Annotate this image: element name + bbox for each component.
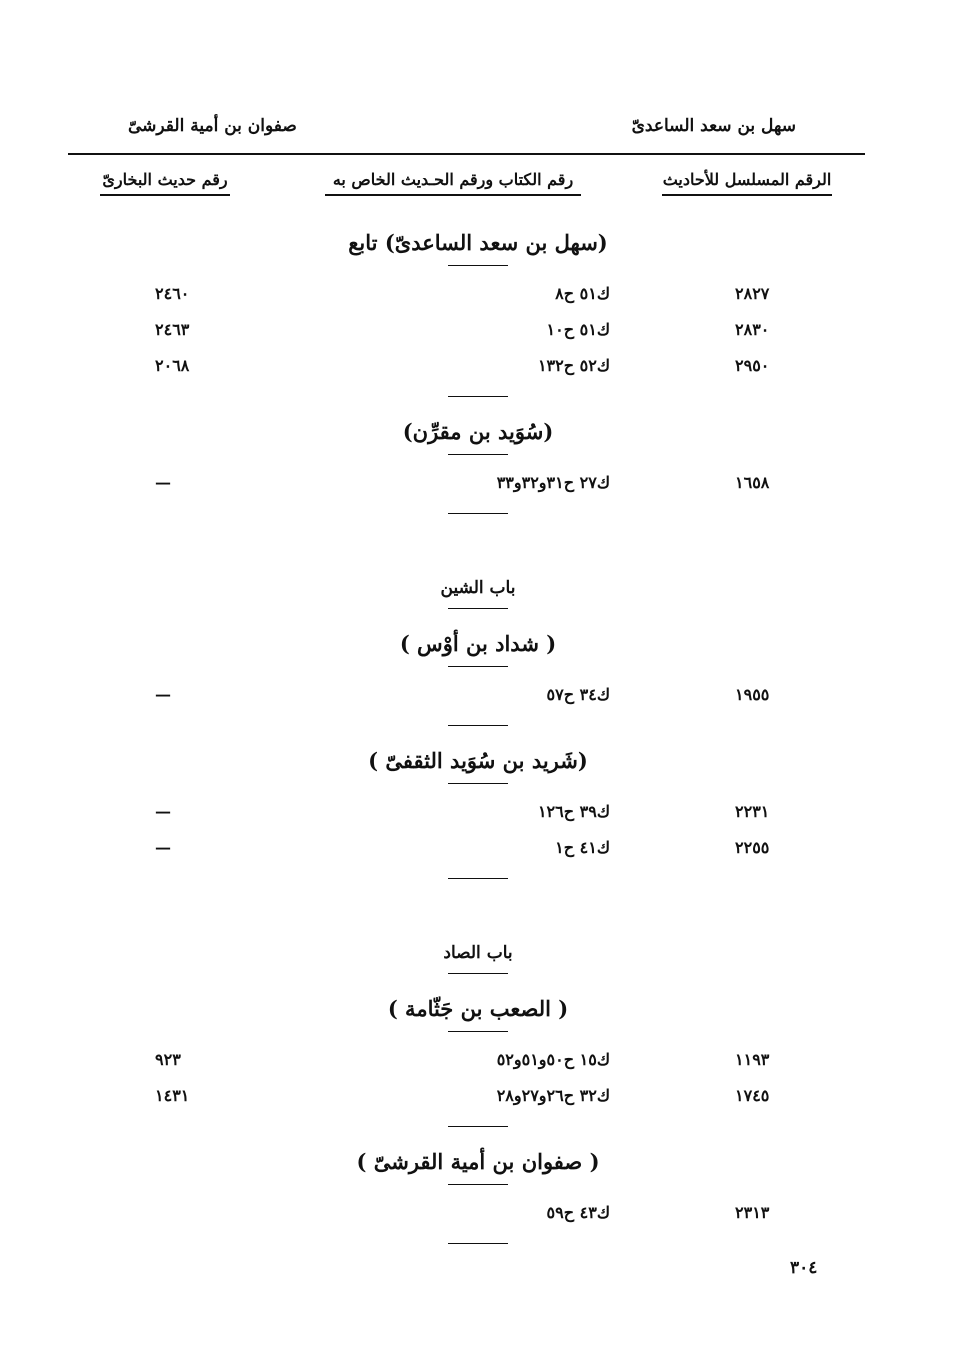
index-row bbox=[0, 350, 956, 386]
book-hadith-reference: ك١٥ ح٥٠و٥١و٥٢ bbox=[496, 1050, 610, 1069]
serial-number: ١١٩٣ bbox=[735, 1050, 770, 1069]
narrator-rule bbox=[448, 1184, 508, 1185]
author-group bbox=[0, 1139, 956, 1244]
index-row bbox=[0, 278, 956, 314]
book-hadith-reference: ك٢٧ ح٣١و٣٢و٣٣ bbox=[496, 473, 610, 492]
bukhari-number: ٢٠٦٨ bbox=[155, 356, 190, 375]
narrator-heading bbox=[0, 986, 956, 1032]
bukhari-number: — bbox=[155, 838, 171, 857]
group-end-rule bbox=[448, 396, 508, 397]
narrator-name: (سُوَيد بن مقرِّن) bbox=[402, 419, 554, 444]
bukhari-number: ١٤٣١ bbox=[155, 1086, 190, 1105]
narrator-rule bbox=[448, 666, 508, 667]
group-end-rule bbox=[448, 725, 508, 726]
chapter-title: باب الشين bbox=[440, 578, 516, 598]
narrator-heading bbox=[0, 220, 956, 266]
serial-number: ١٦٥٨ bbox=[735, 473, 770, 492]
running-header-right: سهل بن سعد الساعدىّ bbox=[631, 116, 796, 136]
index-body bbox=[0, 220, 956, 1256]
narrator-name: (سهل بن سعد الساعدىّ) تابع bbox=[348, 230, 608, 255]
book-hadith-reference: ك٣٤ ح٥٧ bbox=[546, 685, 610, 704]
group-end-rule bbox=[448, 513, 508, 514]
serial-number: ١٧٤٥ bbox=[735, 1086, 770, 1105]
narrator-rule bbox=[448, 265, 508, 266]
bukhari-number: ٩٢٣ bbox=[155, 1050, 181, 1069]
narrator-name: ( شداد بن أوْس ) bbox=[399, 631, 557, 656]
serial-number: ٢٩٥٠ bbox=[735, 356, 770, 375]
column-header-book: رقم الكتاب ورقم الحـديث الخاص به bbox=[325, 170, 581, 196]
narrator-rule bbox=[448, 1031, 508, 1032]
narrator-rule bbox=[448, 783, 508, 784]
bukhari-number: — bbox=[155, 473, 171, 492]
serial-number: ٢٢٣١ bbox=[735, 802, 770, 821]
column-header-bukhari: رقم حديث البخارىّ bbox=[100, 170, 230, 196]
bukhari-number: ٢٤٦٣ bbox=[155, 320, 190, 339]
serial-number: ٢٣١٣ bbox=[735, 1203, 770, 1222]
running-header-left: صفوان بن أمية القرشىّ bbox=[128, 116, 297, 136]
chapter-heading bbox=[0, 891, 956, 974]
author-group bbox=[0, 738, 956, 879]
group-end-rule bbox=[448, 1126, 508, 1127]
narrator-name: ( صفوان بن أمية القرشىّ ) bbox=[356, 1149, 600, 1174]
author-group bbox=[0, 891, 956, 1127]
index-row bbox=[0, 467, 956, 503]
index-row bbox=[0, 314, 956, 350]
chapter-title: باب الصاد bbox=[443, 943, 513, 963]
narrator-heading bbox=[0, 1139, 956, 1185]
book-hadith-reference: ك٣٢ ح٢٦و٢٧و٢٨ bbox=[496, 1086, 610, 1105]
header-rule bbox=[68, 153, 865, 155]
column-header-serial: الرقم المسلسل للأحاديث bbox=[662, 170, 832, 196]
page-number: ٣٠٤ bbox=[790, 1258, 818, 1278]
chapter-heading bbox=[0, 526, 956, 609]
serial-number: ١٩٥٥ bbox=[735, 685, 770, 704]
book-hadith-reference: ك٤٣ ح٥٩ bbox=[546, 1203, 610, 1222]
book-hadith-reference: ك٥١ ح٨ bbox=[555, 284, 610, 303]
narrator-heading bbox=[0, 621, 956, 667]
book-hadith-reference: ك٤١ ح١ bbox=[555, 838, 610, 857]
index-row bbox=[0, 1197, 956, 1233]
chapter-rule bbox=[448, 973, 508, 974]
narrator-rule bbox=[448, 454, 508, 455]
serial-number: ٢٨٢٧ bbox=[735, 284, 770, 303]
index-row bbox=[0, 679, 956, 715]
narrator-name: (شَريد بن سُوَيد الثقفىّ ) bbox=[368, 748, 588, 773]
book-hadith-reference: ك٣٩ ح١٢٦ bbox=[537, 802, 610, 821]
author-group bbox=[0, 526, 956, 726]
index-row bbox=[0, 1044, 956, 1080]
bukhari-number: — bbox=[155, 802, 171, 821]
author-group bbox=[0, 409, 956, 514]
serial-number: ٢٢٥٥ bbox=[735, 838, 770, 857]
index-row bbox=[0, 1080, 956, 1116]
book-hadith-reference: ك٥٢ ح١٣٢ bbox=[537, 356, 610, 375]
narrator-name: ( الصعب بن جَثّامة ) bbox=[387, 996, 569, 1021]
author-group bbox=[0, 220, 956, 397]
group-end-rule bbox=[448, 878, 508, 879]
narrator-heading bbox=[0, 409, 956, 455]
bukhari-number: ٢٤٦٠ bbox=[155, 284, 190, 303]
group-end-rule bbox=[448, 1243, 508, 1244]
narrator-heading bbox=[0, 738, 956, 784]
book-hadith-reference: ك٥١ ح١٠ bbox=[546, 320, 610, 339]
chapter-rule bbox=[448, 608, 508, 609]
serial-number: ٢٨٣٠ bbox=[735, 320, 770, 339]
bukhari-number: — bbox=[155, 685, 171, 704]
index-row bbox=[0, 796, 956, 832]
index-row bbox=[0, 832, 956, 868]
